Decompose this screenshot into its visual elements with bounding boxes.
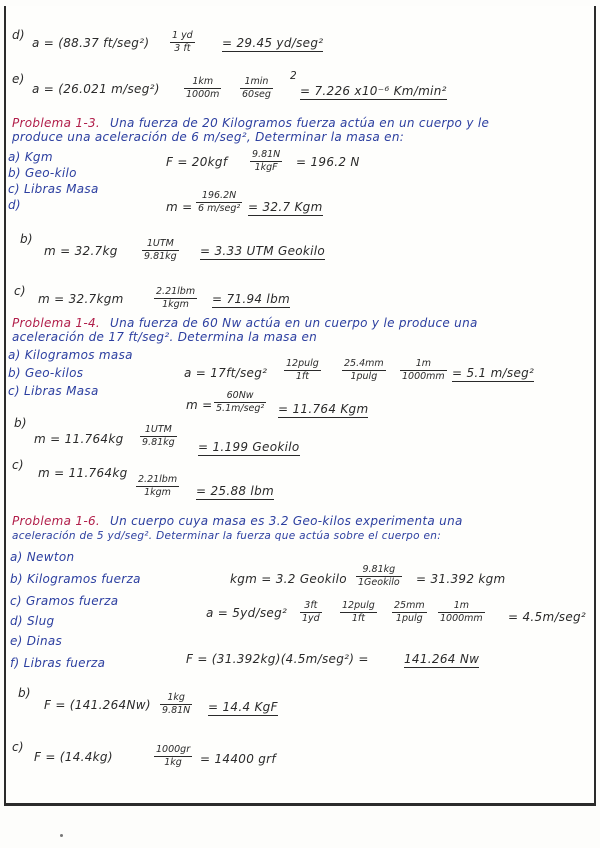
problem-title: Problema 1-6. (12, 514, 101, 528)
equation: m = (186, 398, 213, 412)
result: = 11.764 Kgm (278, 402, 369, 416)
option-c: c) Libras Masa (8, 182, 99, 196)
result: = 32.7 Kgm (248, 200, 323, 214)
conversion-fraction: $\frac{12pulg}{1ft}$ (286, 358, 319, 382)
result: = 196.2 N (296, 155, 360, 169)
exponent: 2 (290, 70, 297, 82)
problem-text: Una fuerza de 20 Kilogramos fuerza actúa en un cuerpo y le (110, 116, 490, 130)
result: = 4.5m/seg² (508, 610, 587, 624)
problem-text: Un cuerpo cuya masa es 3.2 Geo-kilos experimenta una (110, 514, 463, 528)
equation: m = 11.764kg (38, 466, 128, 480)
result: = 31.392 kgm (416, 572, 506, 586)
conversion-fraction: $\frac{3ft}{1yd}$ (302, 600, 320, 624)
equation: a = 5yd/seg² (206, 606, 288, 620)
scan-speck (60, 834, 63, 837)
problem-text: aceleración de 5 yd/seg². Determinar la fuerza que actúa sobre el cuerpo en: (12, 530, 442, 542)
result: = 71.94 lbm (212, 292, 290, 306)
option-d: d) (8, 198, 21, 212)
item-label: d) (12, 28, 25, 42)
option-a: a) Newton (10, 550, 75, 564)
option-a: a) Kilogramos masa (8, 348, 133, 362)
option-a: a) Kgm (8, 150, 53, 164)
equation: a = (88.37 ft/seg²) (32, 36, 150, 50)
conversion-fraction: 2.21lbm 1kgm (138, 474, 178, 498)
conversion-fraction: $\frac{1000gr}{1kg}$ (156, 744, 191, 768)
conversion-fraction: 1UTM 9.81kg (144, 238, 177, 262)
problem-title: Problema 1-3. (12, 116, 101, 130)
conversion-fraction: $\frac{1m}{1000mm}$ (440, 600, 483, 624)
equation: m = (166, 200, 193, 214)
option-f: f) Libras fuerza (10, 656, 106, 670)
equation: m = 32.7kgm (38, 292, 124, 306)
equation: m = 32.7kg (44, 244, 118, 258)
conversion-fraction: $\frac{12pulg}{1ft}$ (342, 600, 375, 624)
result: = 3.33 UTM Geokilo (200, 244, 326, 258)
option-e: e) Dinas (10, 634, 63, 648)
equation: m = 11.764kg (34, 432, 124, 446)
result: = 29.45 yd/seg² (222, 36, 324, 50)
equation: F = 20kgf (166, 155, 228, 169)
conversion-fraction: $\frac{1kg}{9.81N}$ (162, 692, 191, 716)
conversion-fraction: 1UTM 9.81kg (142, 424, 175, 448)
option-c: c) Gramos fuerza (10, 594, 119, 608)
result: = 5.1 m/seg² (452, 366, 535, 380)
result: = 25.88 lbm (196, 484, 274, 498)
mass-fraction: 60Nw 5.1m/seg² (216, 390, 265, 414)
result: = 1.199 Geokilo (198, 440, 300, 454)
conversion-fraction: 2.21lbm 1kgm (156, 286, 196, 310)
problem-text: Una fuerza de 60 Nw actúa en un cuerpo y le produce una (110, 316, 478, 330)
item-label: c) (12, 458, 24, 472)
equation: a = (26.021 m/seg²) (32, 82, 160, 96)
conversion-fraction: $\frac{1m}{1000mm}$ (402, 358, 445, 382)
conversion-fraction: $\frac{1 yd}{3 ft}$ (172, 30, 193, 54)
result: = 14400 grf (200, 752, 276, 766)
equation: kgm = 3.2 Geokilo (230, 572, 347, 586)
option-c: c) Libras Masa (8, 384, 99, 398)
item-label: b) (20, 232, 33, 246)
equation: F = (141.264Nw) (44, 698, 151, 712)
option-d: d) Slug (10, 614, 55, 628)
conversion-fraction: $\frac{25.4mm}{1pulg}$ (344, 358, 384, 382)
conversion-fraction: 1min 60seg (242, 76, 271, 100)
conversion-fraction: 9.81kg 1Geokilo (358, 564, 400, 588)
equation: F = (31.392kg)(4.5m/seg²) = (186, 652, 369, 666)
option-b: b) Kilogramos fuerza (10, 572, 141, 586)
item-label: c) (12, 740, 24, 754)
option-b: b) Geo-kilos (8, 366, 84, 380)
problem-text: produce una aceleración de 6 m/seg², Determinar la masa en: (12, 130, 405, 144)
option-b: b) Geo-kilo (8, 166, 77, 180)
mass-fraction: 196.2N 6 m/seg² (198, 190, 241, 214)
problem-title: Problema 1-4. (12, 316, 101, 330)
conversion-fraction: $\frac{25mm}{1pulg}$ (394, 600, 425, 624)
result: = 14.4 KgF (208, 700, 278, 714)
equation: F = (14.4kg) (34, 750, 113, 764)
item-label: b) (14, 416, 27, 430)
item-label: b) (18, 686, 31, 700)
problem-text: aceleración de 17 ft/seg². Determina la masa en (12, 330, 318, 344)
item-label: e) (12, 72, 25, 86)
conversion-fraction: $\frac{1km}{1000m}$ (186, 76, 220, 100)
equation: a = 17ft/seg² (184, 366, 268, 380)
conversion-fraction: 9.81N 1kgF (252, 149, 281, 173)
result: = 7.226 x10⁻⁶ Km/min² (300, 84, 447, 98)
item-label: c) (14, 284, 26, 298)
result: 141.264 Nw (404, 652, 480, 666)
